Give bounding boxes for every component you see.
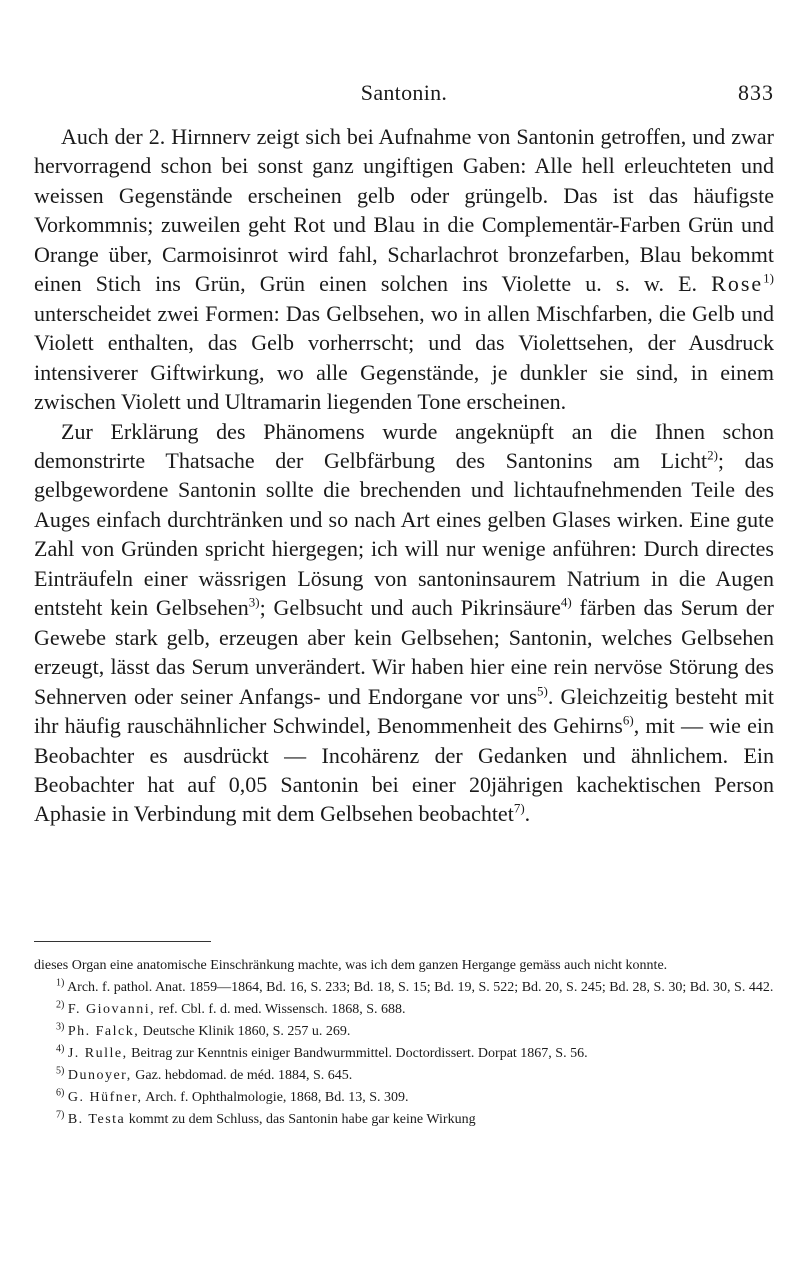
footnote-1 bbox=[34, 977, 774, 999]
footnote-author: F. Giovanni, bbox=[67, 1002, 156, 1017]
footnote-mark: 1) bbox=[56, 977, 65, 989]
footnote-4 bbox=[34, 1043, 774, 1065]
footnote-2 bbox=[34, 999, 774, 1021]
paragraph-text: unterscheidet zwei Formen: Das Gelbsehen, wo in allen Mischfarben, die Gelb und Violett enthalten, das Gelb vorherrscht; und das Violettsehen, der Ausdruck intensiverer Giftwirkung, wo alle Gegenstände, je dunkler sie sind, in einem zwischen Violett und Ultramarin liegenden Tone erscheinen. bbox=[34, 300, 774, 415]
page-header bbox=[34, 80, 774, 110]
footnote-text: Gaz. hebdomad. de méd. 1884, S. 645. bbox=[131, 1068, 353, 1083]
paragraph-text: . Gleichzeitig besteht mit ihr häufig rauschähnlicher Schwindel, Benommenheit des Gehirns bbox=[34, 683, 774, 739]
paragraph-text: ; Gelbsucht und auch Pikrinsäure bbox=[259, 595, 561, 621]
author-name: Rose bbox=[711, 271, 764, 297]
footnote-ref: 2) bbox=[707, 447, 718, 463]
paragraph-text: Auch der 2. Hirnnerv zeigt sich bei Aufnahme von Santonin getroffen, und zwar hervorragend schon bei sonst ganz ungiftigen Gaben: Alle hell erleuchteten und weissen Gegenstände erscheinen gelb oder grüngelb. Das ist das häufigste Vorkommnis; zuweilen geht Rot und Blau in die Complementär-Farben Grün und Orange über, Carmoisinrot wird fahl, Scharlachrot bronzefarben, Blau bekommt einen Stich ins Grün, Grün einen solchen ins Violette u. s. w. E. bbox=[34, 124, 774, 297]
body-text bbox=[34, 122, 774, 829]
footnote-mark: 5) bbox=[56, 1065, 65, 1077]
footnote-ref: 4) bbox=[560, 594, 572, 610]
footnote-continuation: dieses Organ eine anatomische Einschränkung machte, was ich dem ganzen Hergange gemäss auch nicht konnte. bbox=[34, 958, 668, 973]
footnote-ref: 5) bbox=[537, 683, 548, 699]
footnote-text: Arch. f. pathol. Anat. 1859—1864, Bd. 16, S. 233; Bd. 18, S. 15; Bd. 19, S. 522; Bd. 20, S. 245; Bd. 28, S. 30; Bd. 30, S. 442. bbox=[64, 980, 774, 995]
footnote-author: Ph. Falck, bbox=[67, 1024, 140, 1039]
footnote-text: kommt zu dem Schluss, das Santonin habe gar keine Wirkung bbox=[125, 1112, 476, 1127]
footnote-mark: 4) bbox=[56, 1043, 65, 1055]
footnote-mark: 2) bbox=[56, 999, 65, 1011]
footnote-author: Dunoyer, bbox=[67, 1068, 132, 1083]
footnote-text: Beitrag zur Kenntnis einiger Bandwurmmittel. Doctordissert. Dorpat 1867, S. 56. bbox=[127, 1046, 588, 1061]
footnote-text: ref. Cbl. f. d. med. Wissensch. 1868, S. 688. bbox=[155, 1002, 406, 1017]
footnote-7 bbox=[34, 1109, 774, 1131]
footnote-6 bbox=[34, 1087, 774, 1109]
footnote-3 bbox=[34, 1021, 774, 1043]
footnote-mark: 6) bbox=[56, 1087, 65, 1099]
paragraph-1 bbox=[34, 122, 774, 417]
footnote-author: G. Hüfner, bbox=[67, 1090, 143, 1105]
paragraph-text: Zur Erklärung des Phänomens wurde angeknüpft an die Ihnen schon demonstrirte Thatsache der Gelbfärbung des Santonins am Licht bbox=[34, 418, 774, 473]
paragraph-2 bbox=[34, 417, 774, 829]
footnote-mark: 7) bbox=[56, 1109, 65, 1121]
footnote-5 bbox=[34, 1065, 774, 1087]
footnote-author: J. Rulle, bbox=[67, 1046, 128, 1061]
paragraph-text: ; das gelbgewordene Santonin sollte die brechenden und lichtaufnehmenden Teile des Auges einfach durchtränken und so nach Art eines gelben Glases wirken. Eine gute Zahl von Gründen spricht hiergegen; ich will nur wenige anführen: Durch directes Einträufeln einer wässrigen Lösung von santoninsaurem Natrium in die Augen entsteht kein Gelbsehen bbox=[34, 447, 774, 621]
footnote-author: B. Testa bbox=[67, 1112, 126, 1127]
footnote-text: Deutsche Klinik 1860, S. 257 u. 269. bbox=[139, 1024, 351, 1039]
paragraph-text: färben das Serum der Gewebe stark gelb, erzeugen aber kein Gelbsehen; Santonin, welches Gelbsehen erzeugt, lässt das Serum unverändert. Wir haben hier eine rein nervöse Störung des Sehnerven oder seiner Anfangs- und Endorgane vor uns bbox=[34, 595, 774, 709]
footnote-ref: 6) bbox=[622, 712, 634, 728]
footnote-ref: 1) bbox=[763, 270, 774, 286]
footnote-text: Arch. f. Ophthalmologie, 1868, Bd. 13, S. 309. bbox=[142, 1090, 409, 1105]
footnote-mark: 3) bbox=[56, 1021, 65, 1033]
page-number: 833 bbox=[738, 80, 774, 105]
footnote-ref: 7) bbox=[513, 801, 525, 817]
footnotes bbox=[34, 955, 774, 1131]
footnote-ref: 3) bbox=[248, 594, 260, 610]
running-title: Santonin. bbox=[360, 80, 448, 105]
paragraph-text: . bbox=[524, 801, 531, 827]
paragraph-text: , mit — wie ein Beobachter es ausdrückt — Incohärenz der Gedanken und ähnlichem. Ein Beobachter hat auf 0,05 Santonin bei einer 20jährigen kachektischen Person Aphasie in Verbindung mit dem Gelbsehen beobachtet bbox=[34, 713, 774, 827]
footnote-divider bbox=[34, 941, 211, 942]
